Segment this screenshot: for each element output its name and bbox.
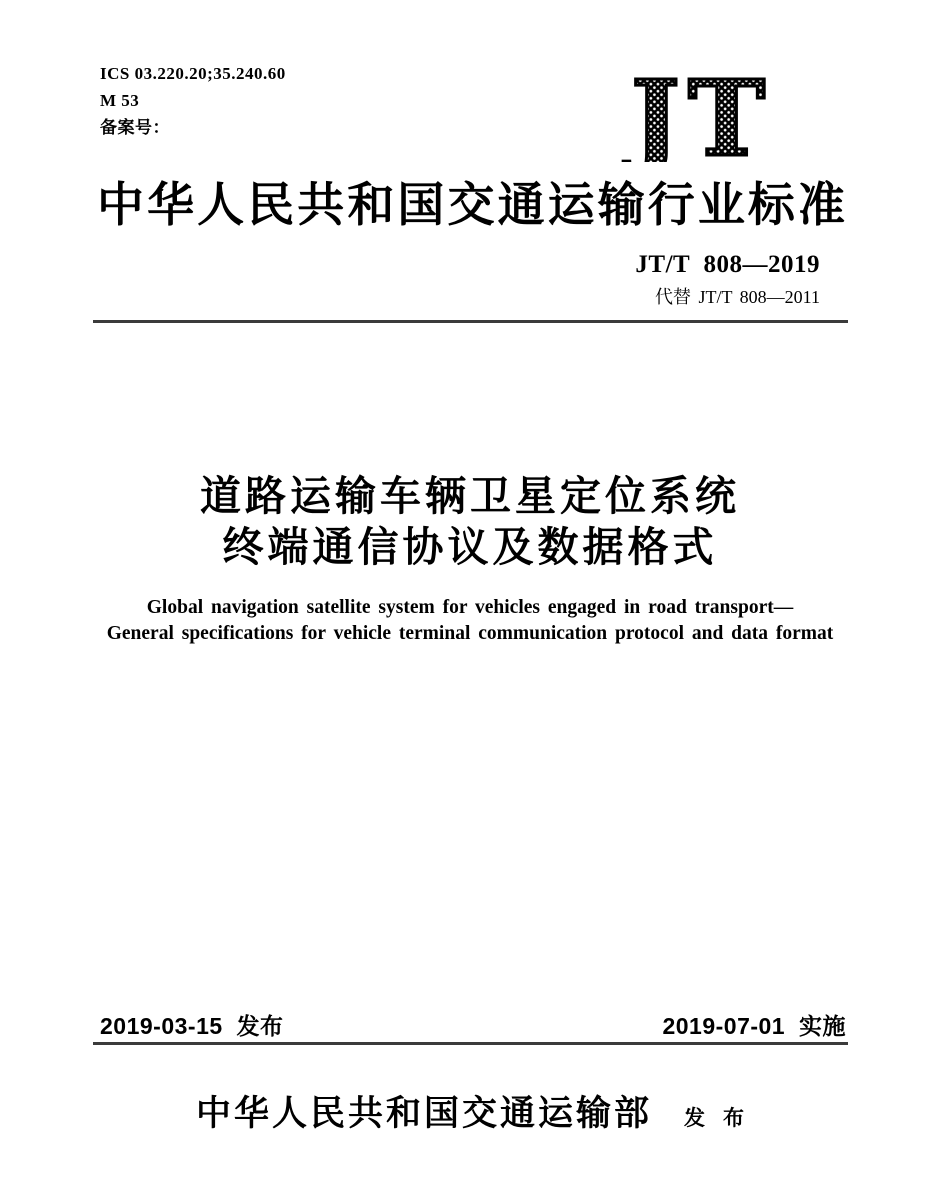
meta-block	[100, 60, 286, 141]
standard-number: JT/T 808—2019	[635, 251, 820, 278]
jt-logo	[612, 70, 792, 162]
standard-number-block	[635, 251, 820, 309]
document-title-cn	[0, 471, 940, 573]
publisher-row	[0, 1086, 940, 1136]
publisher-name: 中华人民共和国交通运输部	[195, 1094, 652, 1133]
document-title-en-line1: Global navigation satellite system for vehicles engaged in road transport—	[146, 597, 794, 618]
document-title-en-line2: General specifications for vehicle terminal communication protocol and data format	[106, 623, 834, 644]
publish-action-label: 发布	[684, 1107, 762, 1130]
issue-date-group	[100, 1008, 284, 1041]
document-title-cn-line1: 道路运输车辆卫星定位系统	[200, 473, 740, 519]
replaced-standard-note: 代替 JT/T 808—2011	[654, 287, 820, 307]
top-divider-rule	[93, 320, 848, 323]
issue-date: 2019-03-15	[100, 1013, 223, 1039]
document-title-en	[60, 595, 880, 647]
record-number-label: 备案号：	[100, 118, 170, 137]
standard-category-title: 中华人民共和国交通运输行业标准	[97, 180, 845, 232]
implementation-date-label: 实施	[799, 1013, 846, 1039]
ics-code: ICS 03.220.20;35.240.60	[100, 64, 286, 83]
implementation-date: 2019-07-01	[662, 1013, 786, 1039]
classification-code: M 53	[100, 91, 140, 110]
dates-row	[100, 1008, 846, 1041]
document-title-cn-line2: 终端通信协议及数据格式	[222, 524, 718, 570]
implementation-date-group	[662, 1008, 846, 1041]
issue-date-label: 发布	[236, 1013, 284, 1039]
jt-logo-graphic	[612, 70, 792, 162]
bottom-divider-rule	[93, 1042, 848, 1045]
jt-logo-text: JT	[630, 70, 774, 162]
